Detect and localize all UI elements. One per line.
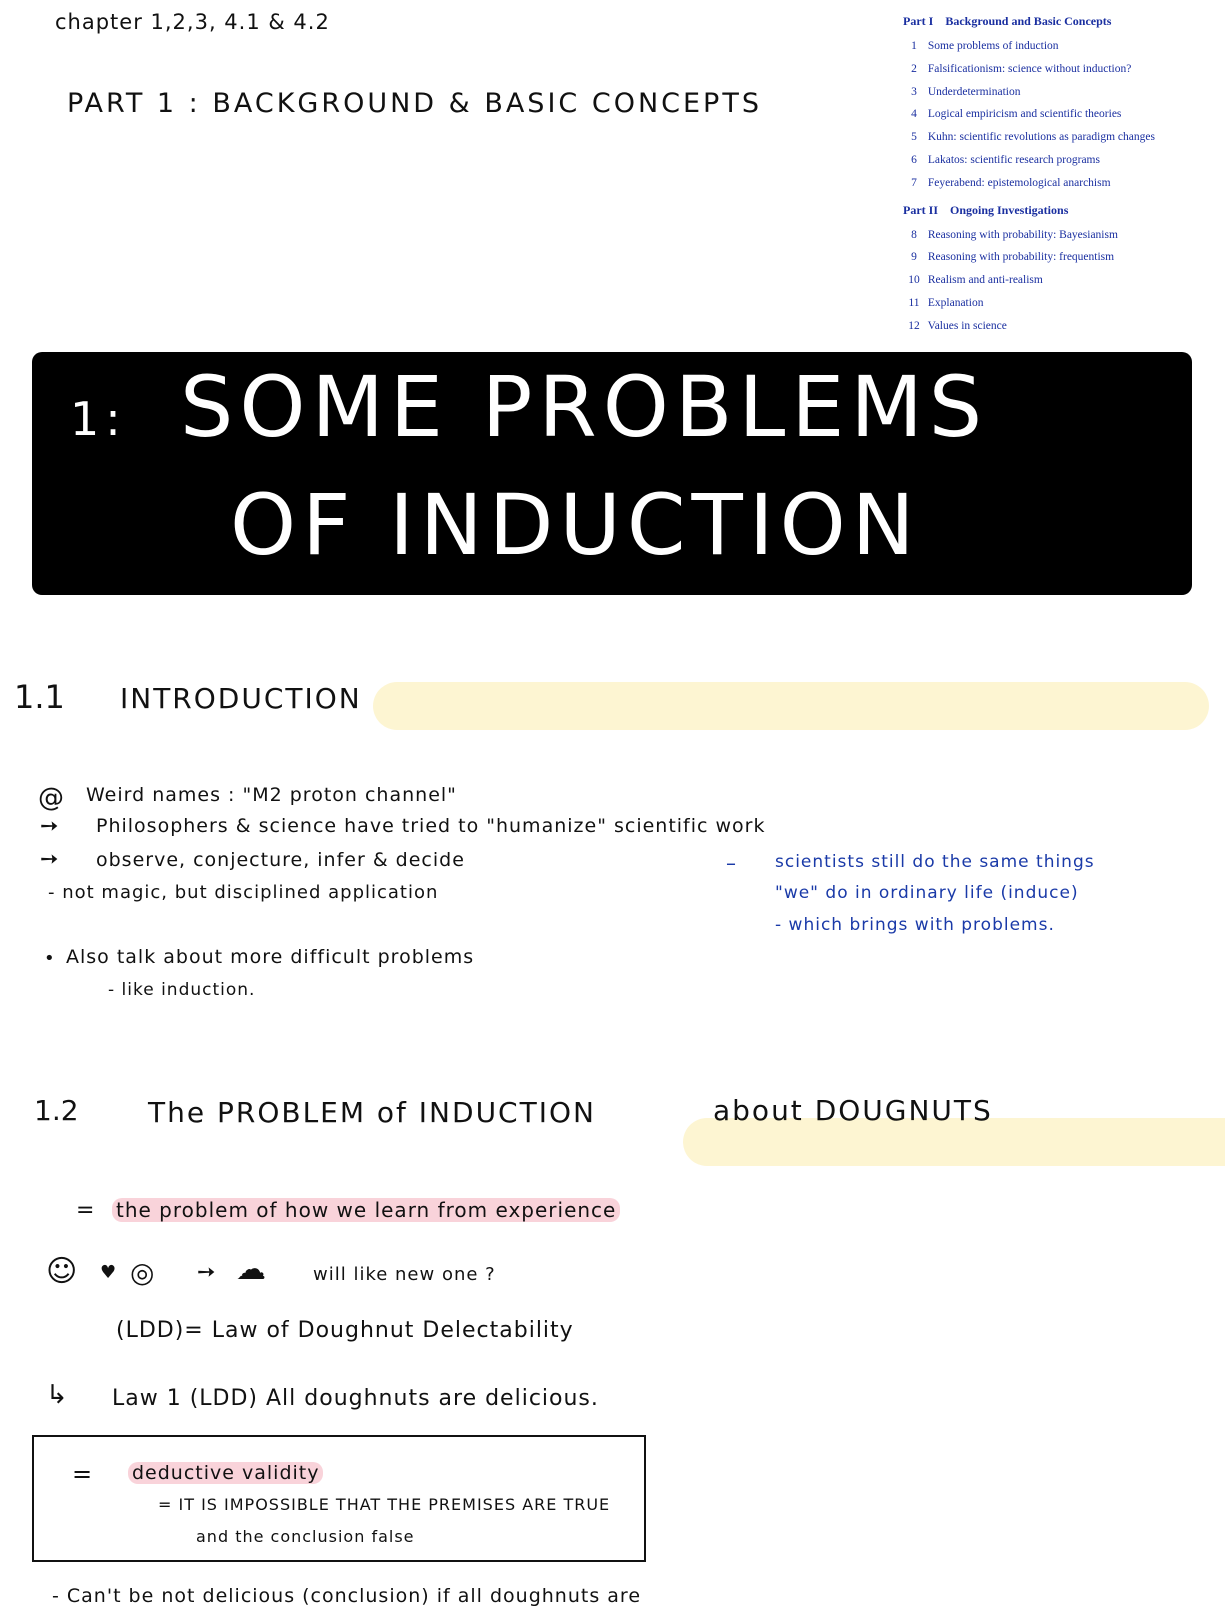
note-line: - not magic, but disciplined application	[48, 882, 439, 903]
toc-item[interactable]: 5 Kuhn: scientific revolutions as paradigm changes	[911, 131, 1155, 144]
doughnut-icon: ◎	[130, 1256, 155, 1289]
bottom-note: - Can't be not delicious (conclusion) if all doughnuts are	[52, 1585, 642, 1607]
thought-bubble-icon: ☁	[236, 1252, 266, 1287]
heart-icon: ♥	[100, 1262, 117, 1283]
note-line: Also talk about more difficult problems	[66, 946, 475, 968]
section-1-2-subtitle: about DOUGNUTS	[713, 1094, 993, 1127]
toc-item[interactable]: 12 Values in science	[908, 319, 1007, 332]
section-1-1-title: INTRODUCTION	[120, 682, 362, 715]
section-1-2-number: 1.2	[34, 1094, 79, 1127]
section-1-1-number: 1.1	[14, 678, 65, 716]
side-note-dash: –	[726, 851, 737, 875]
toc-part-2-heading: Part II Ongoing Investigations	[903, 202, 1069, 217]
bullet-icon: •	[44, 948, 55, 969]
part-title: PART 1 : BACKGROUND & BASIC CONCEPTS	[67, 88, 762, 119]
toc-item[interactable]: 7 Feyerabend: epistemological anarchism	[911, 176, 1111, 189]
at-icon: @	[38, 783, 64, 813]
equals-sign: =	[76, 1198, 95, 1223]
note-line: Weird names : "M2 proton channel"	[86, 784, 457, 806]
chapter-note: chapter 1,2,3, 4.1 & 4.2	[55, 10, 330, 34]
toc-item[interactable]: 3 Underdetermination	[911, 85, 1021, 98]
box-term	[128, 1462, 323, 1484]
smiley-face-icon: ☺	[46, 1254, 78, 1289]
toc-part-1-list	[903, 35, 1213, 195]
toc-item[interactable]: 10 Realism and anti-realism	[908, 274, 1043, 287]
toc-item[interactable]: 2 Falsificationism: science without induction?	[911, 62, 1132, 75]
equals-sign: =	[72, 1460, 93, 1488]
chapter-banner	[32, 352, 1192, 595]
banner-title-line-1: SOME PROBLEMS	[180, 358, 989, 456]
arrow-right-icon: ➙	[40, 814, 59, 839]
banner-number: 1:	[70, 392, 127, 446]
toc-item[interactable]: 6 Lakatos: scientific research programs	[911, 153, 1100, 166]
toc-part-2-list	[903, 224, 1213, 338]
ldd-definition: (LDD)= Law of Doughnut Delectability	[116, 1318, 574, 1343]
table-of-contents	[903, 12, 1213, 338]
note-line: Philosophers & science have tried to "humanize" scientific work	[96, 815, 766, 837]
definition-highlight: the problem of how we learn from experience	[112, 1198, 620, 1222]
note-line: observe, conjecture, infer & decide	[96, 849, 465, 871]
side-note: "we" do in ordinary life (induce)	[775, 883, 1079, 903]
toc-item[interactable]: 11 Explanation	[908, 296, 984, 309]
note-line: - like induction.	[108, 980, 256, 1000]
side-note: - which brings with problems.	[775, 915, 1055, 935]
toc-item[interactable]: 9 Reasoning with probability: frequentism	[911, 251, 1115, 264]
toc-item[interactable]: 8 Reasoning with probability: Bayesianism	[911, 228, 1118, 241]
law-1: Law 1 (LDD) All doughnuts are delicious.	[112, 1386, 599, 1411]
toc-item[interactable]: 4 Logical empiricism and scientific theories	[911, 108, 1122, 121]
arrow-right-icon: ➙	[40, 847, 59, 872]
side-note: scientists still do the same things	[775, 852, 1095, 872]
question-note: will like new one ?	[313, 1264, 496, 1285]
box-line: and the conclusion false	[196, 1527, 415, 1546]
box-term-highlight: deductive validity	[128, 1462, 323, 1484]
toc-item[interactable]: 1 Some problems of induction	[911, 40, 1059, 52]
banner-title-line-2: OF INDUCTION	[230, 476, 921, 574]
section-1-2-title: The PROBLEM of INDUCTION	[148, 1096, 596, 1129]
definition	[112, 1198, 620, 1222]
toc-part-1-heading: Part I Background and Basic Concepts	[903, 14, 1112, 28]
arrow-right-icon: ➙	[197, 1260, 216, 1285]
box-line: = IT IS IMPOSSIBLE THAT THE PREMISES ARE TRUE	[158, 1495, 611, 1514]
highlight-band	[373, 682, 1209, 730]
arrow-turn-right-icon: ↳	[46, 1380, 68, 1410]
